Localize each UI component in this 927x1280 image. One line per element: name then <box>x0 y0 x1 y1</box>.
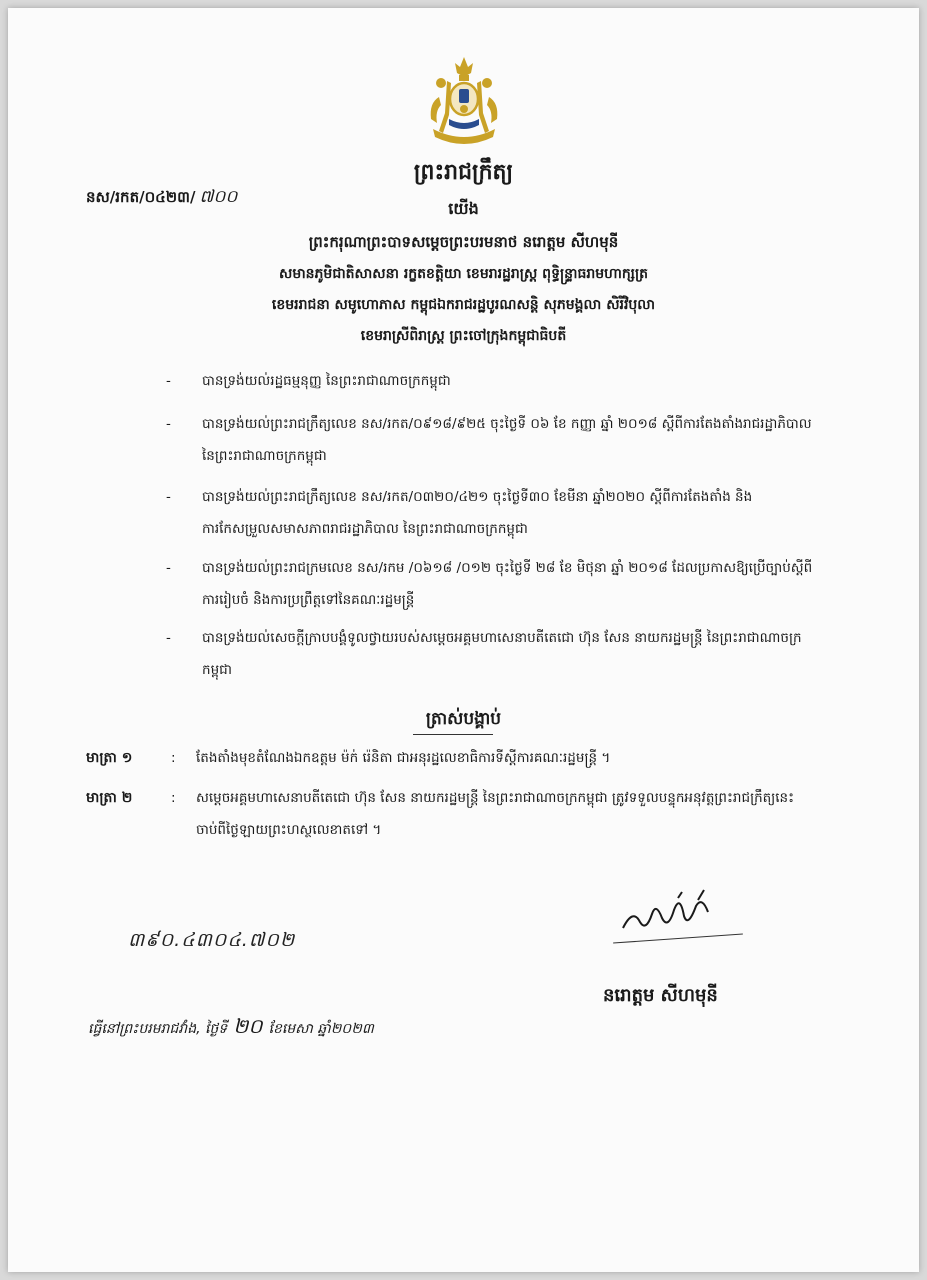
dateline-prefix: ធ្វើនៅព្រះបរមរាជវាំង, ថ្ងៃទី <box>88 1021 228 1037</box>
consideration-text: បានទ្រង់យល់សេចក្ដីក្រាបបង្គំទូលថ្វាយរបស់សម្ដេចអគ្គមហាសេនាបតីតេជោ ហ៊ុន សែន នាយករដ្ឋមន្ត្រី នៃព្រះរាជាណាចក្រកម្ពុជា <box>202 630 802 678</box>
dateline-suffix: ខែមេសា ឆ្នាំ២០២៣ <box>268 1021 374 1037</box>
bullet-dash: - <box>166 373 171 389</box>
consideration-text: បានទ្រង់យល់ព្រះរាជក្រឹត្យលេខ នស/រកត/០៣២០/៤២១ ចុះថ្ងៃទី៣០ ខែមីនា ឆ្នាំ២០២០ ស្ដីពីការតែងតាំង និងការកែសម្រួលសមាសភាពរាជរដ្ឋាភិបាល នៃព្រះរាជាណាចក្រកម្ពុជា <box>202 489 753 537</box>
document-title: ព្រះរាជក្រឹត្យ <box>413 160 514 185</box>
article-text: តែងតាំងមុខតំណែងឯកឧត្តម ម៉ក់ រ៉េនិតា ជាអនុរដ្ឋលេខាធិការទីស្ដីការគណៈរដ្ឋមន្ត្រី ។ <box>196 750 611 766</box>
bullet-dash: - <box>166 416 171 432</box>
signer-name: នរោត្តម សីហមុនី <box>603 985 718 1006</box>
royal-coat-of-arms-icon <box>421 53 507 153</box>
handwritten-date: ៣៩០.៤៣០៤.៧០២ <box>128 929 296 951</box>
article-label: មាត្រា ១ <box>86 750 133 766</box>
bullet-dash: - <box>166 489 171 505</box>
consideration-text: បានទ្រង់យល់រដ្ឋធម្មនុញ្ញ នៃព្រះរាជាណាចក្រកម្ពុជា <box>202 373 451 389</box>
article-colon: : <box>171 750 176 766</box>
king-title-line: សមានភូមិជាតិសាសនា រក្ខតខត្តិយា ខេមរារដ្ឋរាស្ត្រ ពុទ្ធិន្ទ្រាធរាមហាក្សត្រ <box>279 266 648 282</box>
preamble-we: យើង <box>448 199 479 218</box>
decree-heading-underline <box>413 734 493 735</box>
decree-heading: ត្រាស់បង្គាប់ <box>425 709 502 729</box>
dateline <box>88 1013 374 1043</box>
article-text: សម្ដេចអគ្គមហាសេនាបតីតេជោ ហ៊ុន សែន នាយករដ្ឋមន្ត្រី នៃព្រះរាជាណាចក្រកម្ពុជា ត្រូវទទួលបន្ទុកអនុវត្តព្រះរាជក្រឹត្យនេះ ចាប់ពីថ្ងៃឡាយព្រះហស្ថលេខាតទៅ ។ <box>196 790 795 838</box>
king-title-line: ខេមរាស្រីពិរាស្ត្រ ព្រះចៅក្រុងកម្ពុជាធិបតី <box>360 328 567 344</box>
decree-document <box>8 8 919 1272</box>
king-title-line: ខេមររាជនា សមូហោភាស កម្ពុជឯករាជរដ្ឋបូរណសន្តិ សុភមង្គលា សិរីវិបុលា <box>271 297 656 313</box>
consideration-text: បានទ្រង់យល់ព្រះរាជក្រមលេខ នស/រកម /០៦១៨ /០១២ ចុះថ្ងៃទី ២៨ ខែ មិថុនា ឆ្នាំ ២០១៨ ដែលប្រកាសឱ្យប្រើច្បាប់ស្ដីពីការរៀបចំ និងការប្រព្រឹត្តទៅនៃគណៈរដ្ឋមន្ត្រី <box>202 560 813 608</box>
bullet-dash: - <box>166 560 171 576</box>
consideration-text: បានទ្រង់យល់ព្រះរាជក្រឹត្យលេខ នស/រកត/០៩១៨/៩២៥ ចុះថ្ងៃទី ០៦ ខែ កញ្ញា ឆ្នាំ ២០១៨ ស្ដីពីការតែងតាំងរាជរដ្ឋាភិបាល នៃព្រះរាជាណាចក្រកម្ពុជា <box>202 416 812 464</box>
article-colon: : <box>171 790 176 806</box>
king-title-line: ព្រះករុណាព្រះបាទសម្ដេចព្រះបរមនាថ នរោត្តម សីហមុនី <box>308 233 619 251</box>
dateline-day: ២០ <box>233 1014 263 1038</box>
bullet-dash: - <box>166 630 171 646</box>
article-label: មាត្រា ២ <box>86 790 133 806</box>
royal-signature-icon <box>618 888 718 938</box>
reference-number-printed: នស/រកត/០៤២៣/ <box>86 188 196 206</box>
reference-number-handwritten: ៧០០ <box>199 187 238 207</box>
